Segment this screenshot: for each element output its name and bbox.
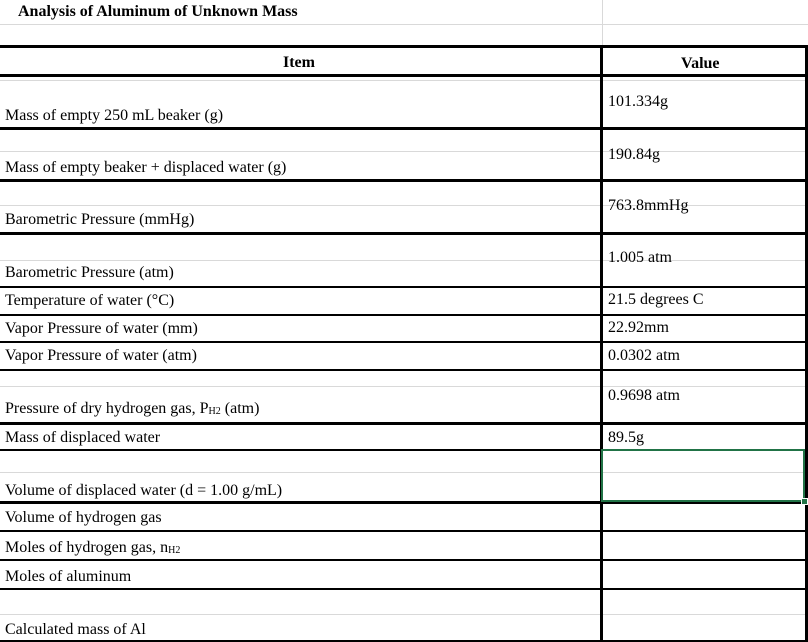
gridline (0, 80, 808, 81)
gridline (0, 614, 808, 615)
row-label: Vapor Pressure of water (atm) (5, 347, 197, 364)
selected-cell[interactable] (601, 449, 805, 502)
row-label: Vapor Pressure of water (mm) (5, 320, 198, 337)
row-border (0, 179, 808, 182)
gridline (0, 24, 808, 25)
row-border (0, 341, 808, 343)
row-border (0, 530, 808, 532)
subscript-h2: H2 (208, 406, 221, 417)
row-border (0, 422, 808, 425)
item-header: Item (283, 54, 315, 71)
subscript-h2: H2 (168, 545, 181, 556)
row-label: Temperature of water (°C) (5, 292, 175, 309)
value-cell[interactable]: 763.8mmHg (608, 197, 689, 214)
value-cell[interactable]: 190.84g (608, 146, 660, 163)
row-border (0, 232, 808, 235)
gridline (0, 151, 808, 152)
row-border (0, 588, 808, 590)
row-label-text: Moles of hydrogen gas, n (5, 539, 169, 556)
row-label: Mass of displaced water (5, 429, 161, 446)
row-label-text: Pressure of dry hydrogen gas, P (5, 400, 209, 417)
row-label: Calculated mass of Al (5, 621, 146, 638)
row-label: Moles of aluminum (5, 568, 132, 585)
row-label-pressure-dry-hydrogen (5, 399, 259, 422)
fill-handle[interactable] (801, 498, 808, 505)
row-label: Barometric Pressure (mmHg) (5, 211, 195, 228)
value-cell[interactable]: 89.5g (608, 429, 644, 446)
row-label: Mass of empty beaker + displaced water (g) (5, 159, 287, 176)
column-border (600, 45, 603, 642)
row-border (0, 314, 808, 316)
gridline (602, 0, 603, 48)
gridline (0, 386, 808, 387)
sheet-title: Analysis of Aluminum of Unknown Mass (18, 3, 298, 20)
value-cell[interactable]: 101.334g (608, 93, 668, 110)
value-header: Value (681, 55, 720, 72)
row-border (0, 369, 808, 371)
row-label: Mass of empty 250 mL beaker (g) (5, 107, 224, 124)
gridline (0, 260, 808, 261)
value-cell[interactable]: 22.92mm (608, 319, 669, 336)
row-border (0, 286, 808, 288)
row-border (0, 127, 808, 130)
value-cell[interactable]: 0.9698 atm (608, 387, 680, 404)
row-border (0, 74, 808, 77)
value-cell[interactable]: 0.0302 atm (608, 347, 680, 364)
row-label: Volume of hydrogen gas (5, 509, 162, 526)
value-cell[interactable]: 1.005 atm (608, 249, 672, 266)
row-label-moles-hydrogen (5, 538, 180, 561)
value-cell[interactable]: 21.5 degrees C (608, 291, 704, 308)
row-label-text: (atm) (220, 400, 260, 417)
row-border (0, 449, 602, 451)
row-label: Volume of displaced water (d = 1.00 g/mL) (5, 482, 283, 499)
row-label: Barometric Pressure (atm) (5, 264, 174, 281)
row-border (0, 45, 808, 48)
